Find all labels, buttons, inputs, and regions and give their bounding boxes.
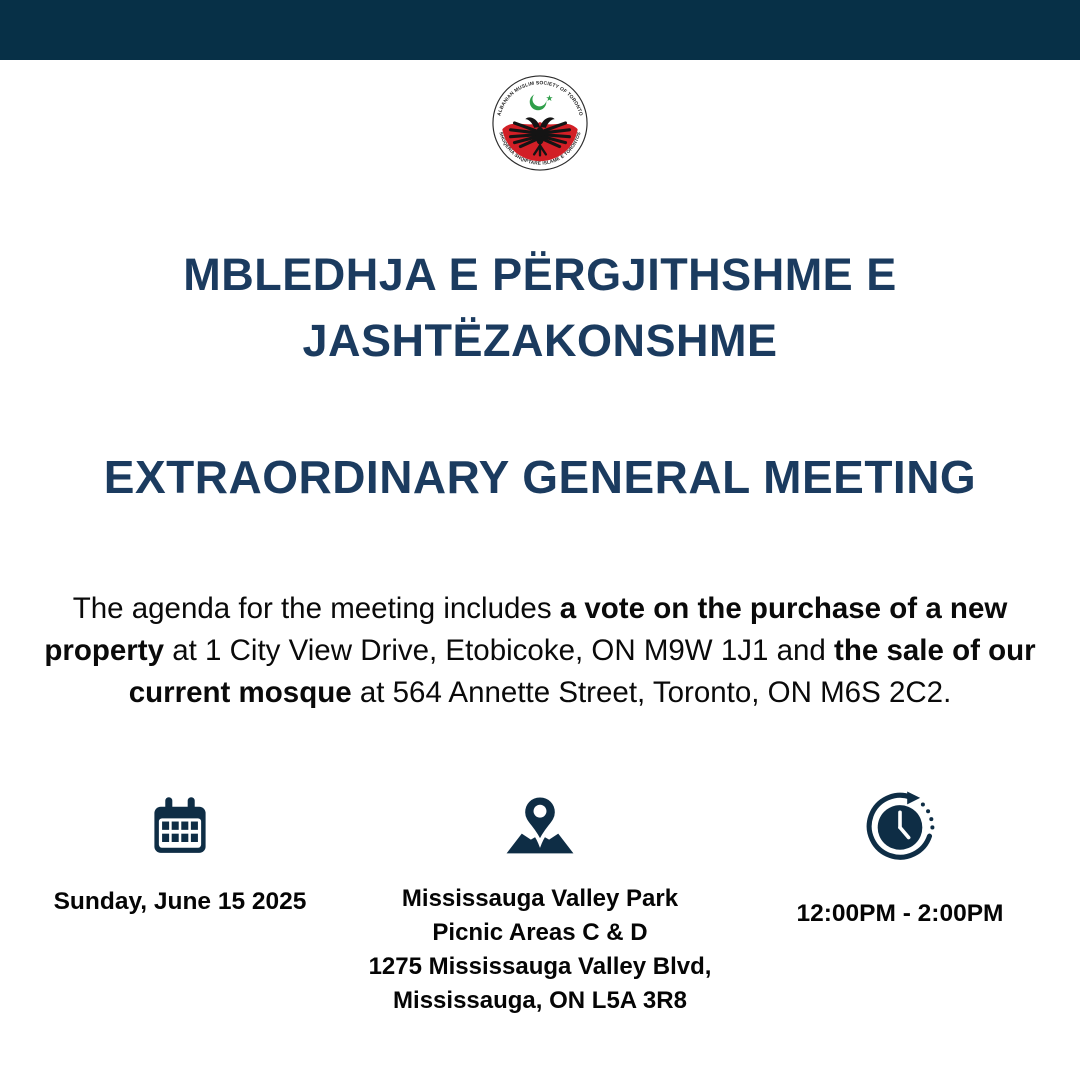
event-details-row — [0, 786, 1080, 1018]
top-accent-bar — [0, 0, 1080, 60]
clock-icon — [864, 790, 936, 862]
date-column — [0, 786, 360, 1018]
location-line-1: Mississauga Valley Park — [401, 885, 679, 912]
english-title: EXTRAORDINARY GENERAL MEETING — [103, 451, 977, 503]
albanian-title — [0, 242, 1080, 374]
logo-bottom-text: SHOQËRIA SHQIPTARE ISLAME E TORONTOS — [498, 131, 582, 166]
agenda-text: The agenda for the meeting includes a vote on the purchase of a new property at 1 City View Drive, Etobicoke, ON M9W 1J1 and the sale of our current mosque at 564 Annette Street, Toronto, ON M6S 2C2. — [44, 592, 1036, 709]
event-time: 12:00PM - 2:00PM — [796, 900, 1004, 927]
time-icon-box — [864, 786, 936, 866]
logo-star: ★ — [545, 92, 554, 103]
time-column — [720, 786, 1080, 1018]
event-location — [369, 882, 712, 1018]
location-icon-box — [502, 786, 578, 866]
location-column — [360, 786, 720, 1018]
albanian-title-line1: MBLEDHJA E PËRGJITHSHME E — [183, 249, 897, 300]
location-line-4: Mississauga, ON L5A 3R8 — [393, 987, 687, 1014]
map-pin-icon — [502, 788, 578, 864]
logo-emblem-icon — [491, 74, 589, 172]
organization-logo — [491, 74, 589, 172]
albanian-title-line2: JASHTËZAKONSHME — [302, 315, 778, 366]
location-line-2: Picnic Areas C & D — [432, 919, 648, 946]
date-icon-box — [148, 786, 212, 866]
event-date: Sunday, June 15 2025 — [53, 888, 307, 915]
logo-top-text: ALBANIAN MUSLIM SOCIETY OF TORONTO — [497, 81, 583, 117]
calendar-icon — [148, 794, 212, 858]
location-line-3: 1275 Mississauga Valley Blvd, — [368, 953, 712, 980]
